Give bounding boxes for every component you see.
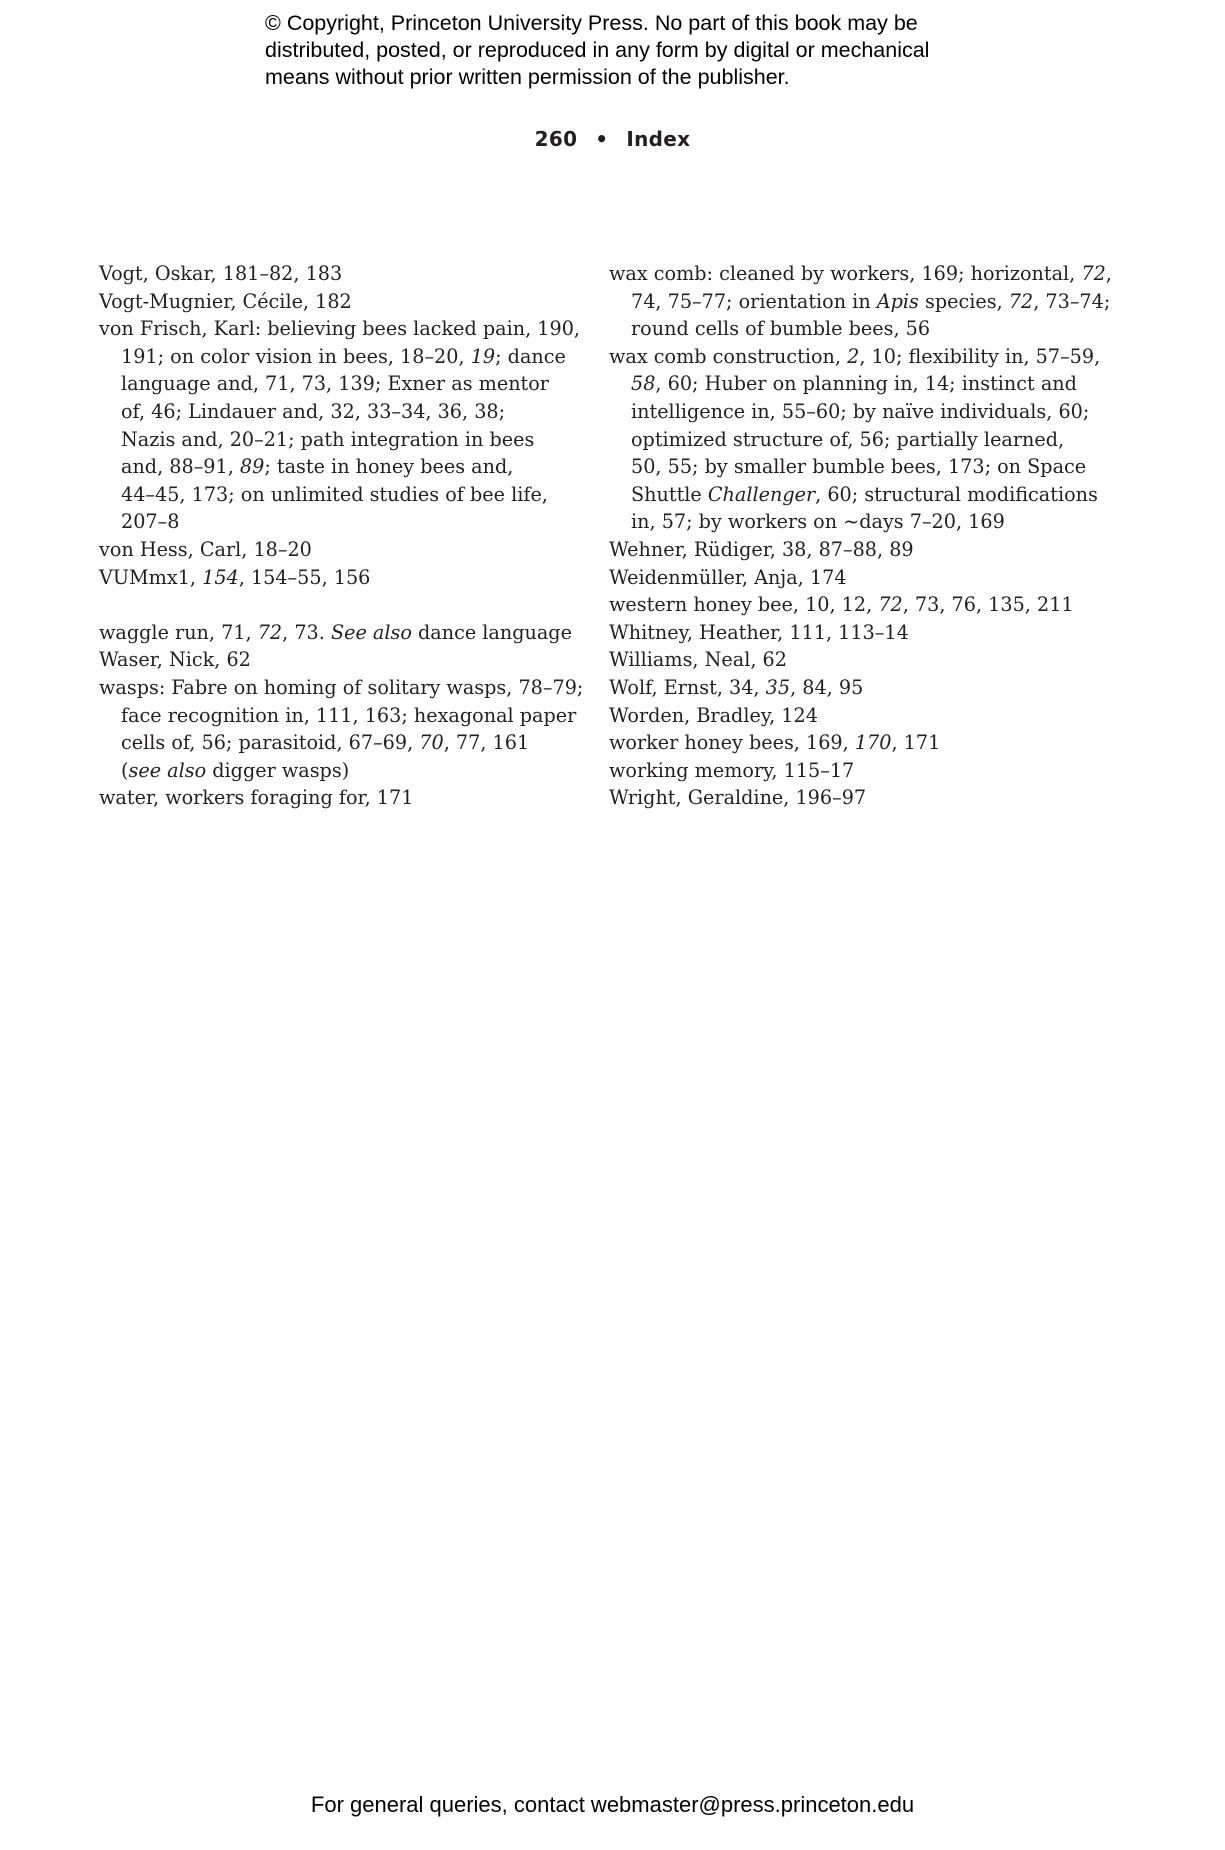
- index-column-left: [99, 260, 584, 812]
- entry-text: 207–8: [121, 510, 180, 534]
- entry-text: 191; on color vision in bees, 18–20,: [121, 344, 471, 368]
- section-title: Index: [626, 127, 691, 151]
- index-entry-line: [99, 481, 569, 509]
- index-entry: [99, 564, 569, 592]
- italic-text: 89: [239, 455, 265, 479]
- index-entry-line: [99, 508, 569, 536]
- entry-text: western honey bee, 10, 12,: [609, 593, 879, 617]
- index-entry: [99, 315, 581, 536]
- index-entry: [609, 646, 1109, 674]
- index-entry: [609, 784, 1109, 812]
- italic-text: 19: [470, 344, 496, 368]
- italic-text: See also: [330, 620, 412, 644]
- entry-text: working memory, 115–17: [609, 758, 855, 782]
- entry-text: von Frisch, Karl: believing bees lacked pain, 190,: [99, 317, 581, 341]
- index-entry-line: [609, 757, 1109, 785]
- entry-text: of, 46; Lindauer and, 32, 33–34, 36, 38;: [121, 399, 506, 423]
- index-entry-line: [99, 619, 572, 647]
- entry-text: optimized structure of, 56; partially learned,: [631, 427, 1065, 451]
- entry-text: round cells of bumble bees, 56: [631, 317, 931, 341]
- entry-text: face recognition in, 111, 163; hexagonal paper: [121, 703, 577, 727]
- italic-text: 2: [847, 344, 860, 368]
- index-entry: [99, 619, 572, 647]
- index-entry-line: [609, 564, 1109, 592]
- index-entry: [609, 729, 1109, 757]
- entry-text: , 10; flexibility in, 57–59,: [859, 344, 1101, 368]
- index-entry-line: [99, 453, 569, 481]
- italic-text: 72: [257, 620, 283, 644]
- entry-text: Williams, Neal, 62: [609, 648, 787, 672]
- index-entry: [609, 343, 1109, 536]
- italic-text: 72: [1081, 262, 1106, 285]
- italic-text: 72: [1008, 289, 1034, 313]
- index-entry-line: [609, 426, 1109, 454]
- index-entry-line: [609, 674, 1109, 702]
- entry-text: in, 57; by workers on ~days 7–20, 169: [631, 510, 1005, 534]
- entry-text: cells of, 56; parasitoid, 67–69,: [121, 731, 420, 755]
- entry-text: digger wasps): [206, 758, 350, 782]
- index-entry-line: [99, 398, 569, 426]
- index-entry-line: [609, 288, 1109, 316]
- index-entry: [609, 260, 1112, 343]
- index-entry-line: [99, 564, 569, 592]
- index-entry-line: [99, 757, 569, 785]
- italic-text: 170: [854, 731, 892, 755]
- page-number: 260: [534, 127, 578, 151]
- entry-text: and, 88–91,: [121, 455, 240, 479]
- entry-text: ,: [1105, 262, 1112, 285]
- italic-text: 70: [419, 731, 444, 755]
- index-entry: [99, 260, 569, 288]
- index-entry: [609, 591, 1109, 619]
- letter-group-gap: [99, 591, 569, 619]
- entry-text: , 84, 95: [790, 675, 864, 699]
- index-entry-line: [609, 370, 1109, 398]
- index-entry-line: [99, 343, 569, 371]
- italic-text: 35: [765, 675, 791, 699]
- entry-text: 74, 75–77; orientation in: [631, 289, 877, 313]
- entry-text: 44–45, 173; on unlimited studies of bee life,: [121, 482, 548, 506]
- entry-text: Vogt-Mugnier, Cécile, 182: [99, 289, 352, 313]
- index-entry: [99, 784, 569, 812]
- italic-text: 58: [631, 372, 656, 396]
- italic-text: see also: [128, 758, 207, 782]
- index-entry-line: [609, 398, 1109, 426]
- copyright-line: distributed, posted, or reproduced in any form by digital or mechanical: [265, 38, 930, 62]
- copyright-line: © Copyright, Princeton University Press. No part of this book may be: [265, 11, 918, 35]
- index-entry: [609, 757, 1109, 785]
- copyright-line: means without prior written permission of the publisher.: [265, 65, 790, 89]
- index-entry: [609, 619, 1109, 647]
- index-entry: [99, 674, 584, 784]
- index-entry-line: [99, 702, 577, 730]
- entry-text: , 171: [891, 731, 941, 755]
- index-entry-line: [609, 536, 1109, 564]
- entry-text: Waser, Nick, 62: [99, 648, 251, 672]
- entry-text: ; dance: [495, 344, 566, 368]
- entry-text: intelligence in, 55–60; by naïve individuals, 60;: [631, 399, 1090, 423]
- index-entry-line: [609, 619, 1109, 647]
- entry-text: , 73–74;: [1033, 289, 1111, 313]
- index-entry-line: [99, 536, 569, 564]
- entry-text: VUMmx1,: [99, 565, 203, 589]
- entry-text: Whitney, Heather, 111, 113–14: [609, 620, 909, 644]
- index-entry-line: [99, 729, 569, 757]
- entry-text: Nazis and, 20–21; path integration in bees: [121, 427, 535, 451]
- entry-text: water, workers foraging for, 171: [99, 786, 414, 810]
- entry-text: , 73, 76, 135, 211: [902, 593, 1074, 617]
- entry-text: Wolf, Ernst, 34,: [609, 675, 766, 699]
- index-entry-line: [609, 508, 1109, 536]
- index-entry-line: [99, 370, 569, 398]
- entry-text: , 60; Huber on planning in, 14; instinct and: [655, 372, 1077, 396]
- index-entry-line: [99, 426, 569, 454]
- index-entry-line: [609, 729, 1109, 757]
- index-entry-line: [99, 260, 569, 288]
- italic-text: Challenger: [707, 482, 816, 506]
- index-entry-line: [609, 343, 1109, 371]
- entry-text: worker honey bees, 169,: [609, 731, 855, 755]
- index-entry-line: [99, 288, 569, 316]
- italic-text: Apis: [876, 289, 919, 313]
- index-entry: [609, 702, 1109, 730]
- entry-text: wasps: Fabre on homing of solitary wasps, 78–79;: [99, 675, 584, 699]
- bullet-separator: •: [595, 127, 609, 151]
- entry-text: 50, 55; by smaller bumble bees, 173; on Space: [631, 455, 1087, 479]
- index-entry-line: [99, 674, 584, 702]
- entry-text: Weidenmüller, Anja, 174: [609, 565, 847, 589]
- copyright-notice: [265, 10, 1025, 91]
- index-entry-line: [609, 315, 1109, 343]
- index-entry-line: [609, 260, 1112, 288]
- entry-text: waggle run, 71,: [99, 620, 258, 644]
- entry-text: (: [121, 758, 129, 782]
- entry-text: Vogt, Oskar, 181–82, 183: [99, 262, 343, 285]
- entry-text: dance language: [411, 620, 572, 644]
- index-entry: [609, 674, 1109, 702]
- index-entry: [99, 288, 569, 316]
- entry-text: von Hess, Carl, 18–20: [99, 537, 312, 561]
- index-entry-line: [609, 702, 1109, 730]
- italic-text: 72: [878, 593, 903, 617]
- index-entry-line: [99, 315, 581, 343]
- index-entry: [609, 536, 1109, 564]
- index-entry: [99, 536, 569, 564]
- italic-text: 154: [202, 565, 239, 589]
- entry-text: , 60; structural modifications: [815, 482, 1098, 506]
- index-entry-line: [609, 646, 1109, 674]
- index-entry-line: [609, 481, 1109, 509]
- footer-contact: For general queries, contact webmaster@press.princeton.edu: [310, 1792, 915, 1817]
- entry-text: language and, 71, 73, 139; Exner as mentor: [121, 372, 549, 396]
- entry-text: , 73.: [282, 620, 331, 644]
- running-head: [0, 127, 1225, 151]
- index-entry-line: [99, 646, 569, 674]
- index-entry-line: [99, 784, 569, 812]
- entry-text: Shuttle: [631, 482, 708, 506]
- entry-text: species,: [918, 289, 1009, 313]
- entry-text: , 77, 161: [443, 731, 530, 755]
- index-entry: [99, 646, 569, 674]
- entry-text: , 154–55, 156: [238, 565, 371, 589]
- index-entry-line: [609, 784, 1109, 812]
- entry-text: Wright, Geraldine, 196–97: [609, 786, 867, 810]
- index-entry: [609, 564, 1109, 592]
- entry-text: wax comb: cleaned by workers, 169; horizontal,: [609, 262, 1082, 285]
- entry-text: ; taste in honey bees and,: [264, 455, 514, 479]
- entry-text: Wehner, Rüdiger, 38, 87–88, 89: [609, 537, 914, 561]
- index-entry-line: [609, 453, 1109, 481]
- index-column-right: [609, 260, 1112, 812]
- index-entry-line: [609, 591, 1109, 619]
- entry-text: wax comb construction,: [609, 344, 848, 368]
- entry-text: Worden, Bradley, 124: [609, 703, 818, 727]
